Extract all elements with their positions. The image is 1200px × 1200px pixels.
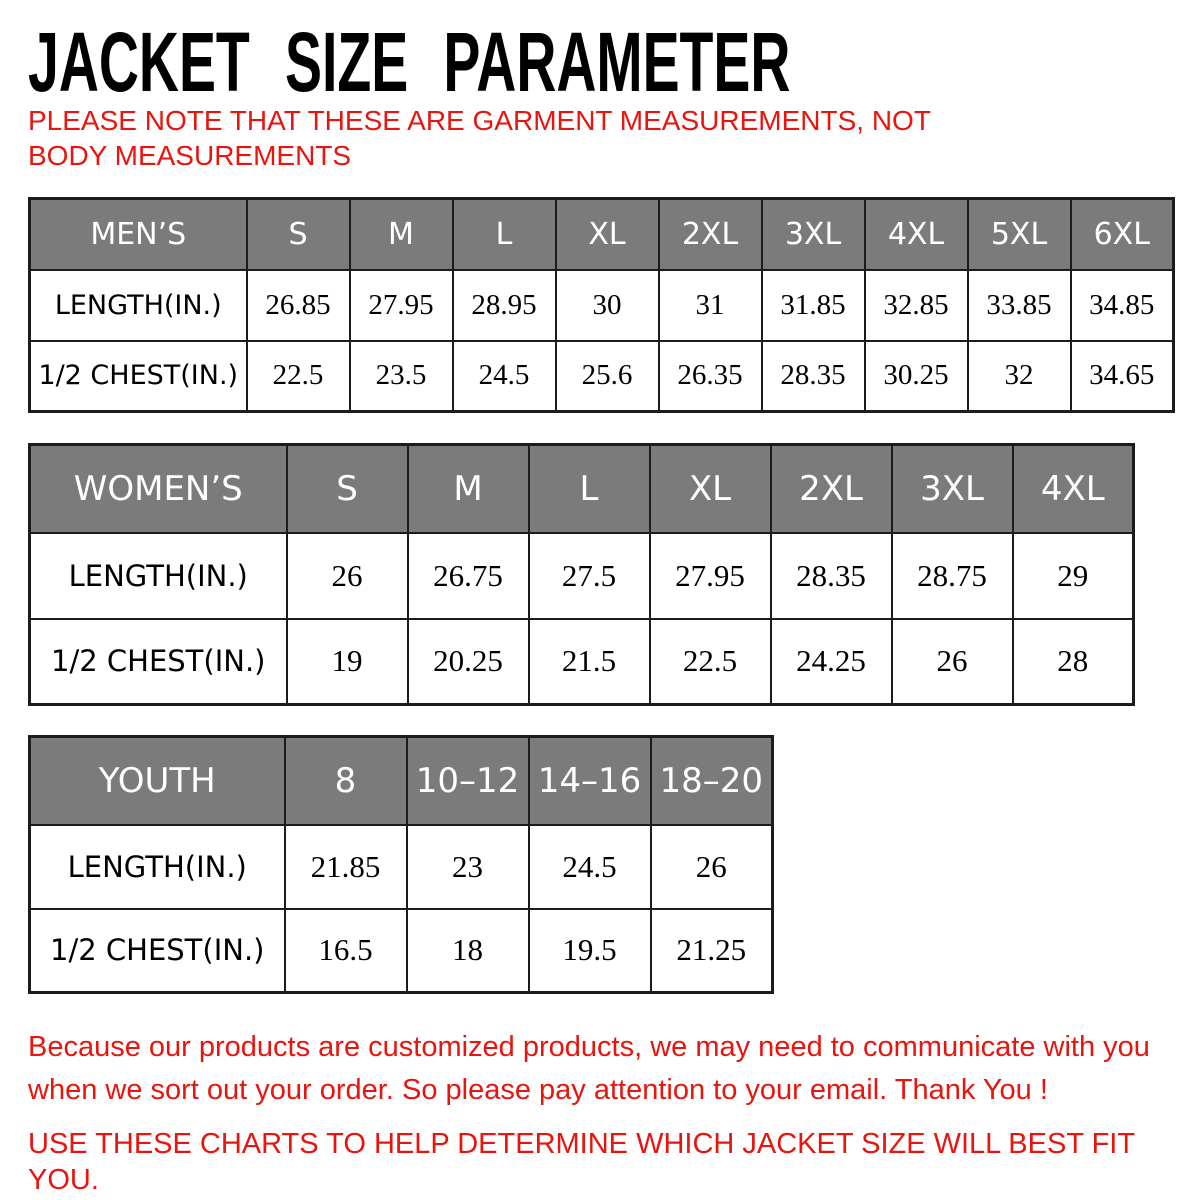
size-column-header: M [408, 445, 529, 533]
row-label-cell: LENGTH(IN.) [30, 825, 285, 909]
table-row [30, 341, 1174, 412]
row-label-cell: 1/2 CHEST(IN.) [30, 619, 287, 705]
value-cell: 30 [556, 270, 659, 341]
value-cell: 32 [968, 341, 1071, 412]
size-column-header: 10–12 [407, 737, 529, 825]
mens-size-table [28, 197, 1175, 413]
value-cell: 24.25 [771, 619, 892, 705]
size-column-header: 2XL [659, 199, 762, 270]
table-row [30, 533, 1134, 619]
value-cell: 34.85 [1071, 270, 1174, 341]
footer-communication-text: Because our products are customized products, we may need to communicate with you when we sort out your order. So please pay attention to your email. Thank You ! [28, 1031, 1150, 1106]
size-column-header: L [453, 199, 556, 270]
size-column-header: 5XL [968, 199, 1071, 270]
value-cell: 20.25 [408, 619, 529, 705]
row-label-cell: 1/2 CHEST(IN.) [30, 341, 247, 412]
value-cell: 23 [407, 825, 529, 909]
value-cell: 22.5 [650, 619, 771, 705]
mens-table-title-cell: MEN’S [30, 199, 247, 270]
value-cell: 24.5 [529, 825, 651, 909]
value-cell: 19.5 [529, 909, 651, 993]
size-column-header: 2XL [771, 445, 892, 533]
size-column-header: L [529, 445, 650, 533]
footer-usage-text: USE THESE CHARTS TO HELP DETERMINE WHICH JACKET SIZE WILL BEST FIT YOU. [28, 1128, 1135, 1196]
value-cell: 26.35 [659, 341, 762, 412]
row-label-cell: LENGTH(IN.) [30, 270, 247, 341]
page-title: JACKET SIZE PARAMETER [28, 15, 791, 109]
value-cell: 26 [287, 533, 408, 619]
value-cell: 28.95 [453, 270, 556, 341]
size-column-header: M [350, 199, 453, 270]
value-cell: 27.95 [350, 270, 453, 341]
table-row [30, 270, 1174, 341]
value-cell: 32.85 [865, 270, 968, 341]
value-cell: 25.6 [556, 341, 659, 412]
size-column-header: 4XL [865, 199, 968, 270]
size-column-header: 4XL [1013, 445, 1134, 533]
size-column-header: XL [650, 445, 771, 533]
value-cell: 21.5 [529, 619, 650, 705]
value-cell: 21.85 [285, 825, 407, 909]
size-column-header: 6XL [1071, 199, 1174, 270]
value-cell: 28.75 [892, 533, 1013, 619]
value-cell: 31 [659, 270, 762, 341]
value-cell: 21.25 [651, 909, 773, 993]
value-cell: 28.35 [762, 341, 865, 412]
value-cell: 24.5 [453, 341, 556, 412]
value-cell: 33.85 [968, 270, 1071, 341]
value-cell: 30.25 [865, 341, 968, 412]
row-label-cell: LENGTH(IN.) [30, 533, 287, 619]
garment-measurement-note: PLEASE NOTE THAT THESE ARE GARMENT MEASUREMENTS, NOT BODY MEASUREMENTS [28, 105, 931, 171]
size-column-header: 3XL [762, 199, 865, 270]
value-cell: 18 [407, 909, 529, 993]
value-cell: 26 [651, 825, 773, 909]
value-cell: 22.5 [247, 341, 350, 412]
youth-table-title-cell: YOUTH [30, 737, 285, 825]
womens-size-table [28, 443, 1135, 706]
size-column-header: XL [556, 199, 659, 270]
table-row [30, 619, 1134, 705]
size-column-header: 18–20 [651, 737, 773, 825]
value-cell: 26 [892, 619, 1013, 705]
value-cell: 27.5 [529, 533, 650, 619]
value-cell: 26.85 [247, 270, 350, 341]
size-column-header: 14–16 [529, 737, 651, 825]
size-column-header: 3XL [892, 445, 1013, 533]
table-row [30, 909, 773, 993]
value-cell: 19 [287, 619, 408, 705]
row-label-cell: 1/2 CHEST(IN.) [30, 909, 285, 993]
value-cell: 16.5 [285, 909, 407, 993]
value-cell: 26.75 [408, 533, 529, 619]
womens-table-title-cell: WOMEN’S [30, 445, 287, 533]
value-cell: 31.85 [762, 270, 865, 341]
value-cell: 27.95 [650, 533, 771, 619]
youth-size-table [28, 735, 774, 994]
size-column-header: S [247, 199, 350, 270]
size-column-header: S [287, 445, 408, 533]
value-cell: 29 [1013, 533, 1134, 619]
value-cell: 23.5 [350, 341, 453, 412]
value-cell: 28.35 [771, 533, 892, 619]
size-column-header: 8 [285, 737, 407, 825]
value-cell: 28 [1013, 619, 1134, 705]
table-row [30, 825, 773, 909]
value-cell: 34.65 [1071, 341, 1174, 412]
